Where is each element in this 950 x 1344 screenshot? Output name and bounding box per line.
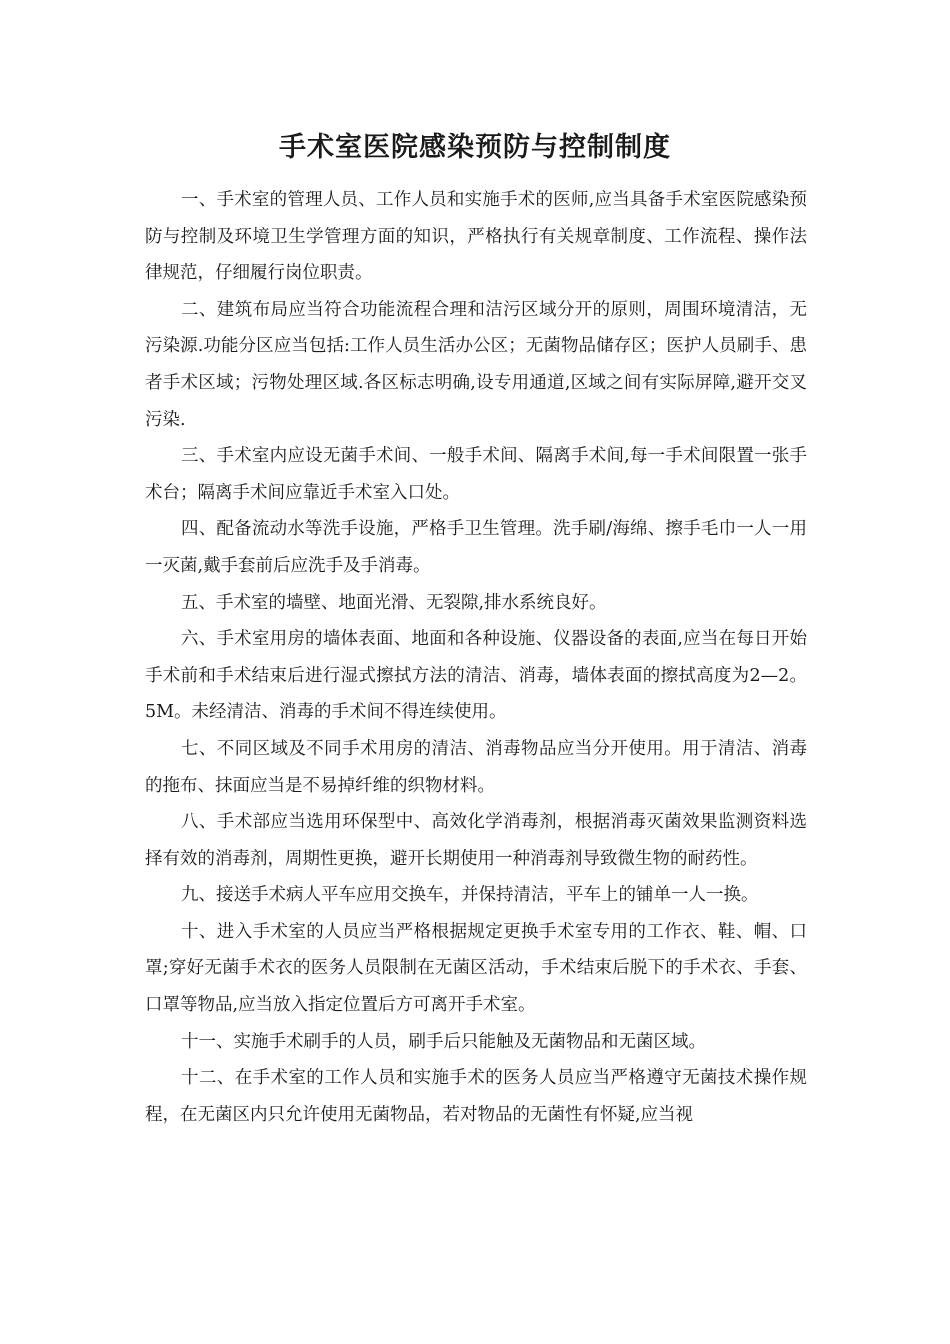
paragraph-9: 九、接送手术病人平车应用交换车，并保持清洁，平车上的铺单一人一换。 (181, 885, 759, 906)
paragraph-7: 七、不同区域及不同手术用房的清洁、消毒物品应当分开使用。用于清洁、消毒的拖布、抹面应当是不易掉纤维的织物材料。 (145, 738, 807, 796)
paragraph-12: 十二、在手术室的工作人员和实施手术的医务人员应当严格遵守无菌技术操作规程，在无菌区内只允许使用无菌物品，若对物品的无菌性有怀疑,应当视 (145, 1068, 807, 1125)
paragraph-6: 六、手术室用房的墙体表面、地面和各种设施、仪器设备的表面,应当在每日开始手术前和手术结束后进行湿式擦拭方法的清洁、消毒，墙体表面的擦拭高度为2—2。5M。未经清洁、消毒的手术间不得连续使用。 (145, 629, 807, 723)
document-title: 手术室医院感染预防与控制制度 (279, 132, 671, 163)
paragraph-3: 三、手术室内应设无菌手术间、一般手术间、隔离手术间,每一手术间限置一张手术台；隔离手术间应靠近手术室入口处。 (145, 446, 807, 503)
paragraph-2: 二、建筑布局应当符合功能流程合理和洁污区域分开的原则，周围环境清洁，无污染源.功能分区应当包括:工作人员生活办公区；无菌物品储存区；医护人员刷手、患者手术区域；污物处理区域.各区标志明确,设专用通道,区域之间有实际屏障,避开交叉污染. (145, 299, 807, 430)
paragraph-1: 一、手术室的管理人员、工作人员和实施手术的医师,应当具备手术室医院感染预防与控制及环境卫生学管理方面的知识，严格执行有关规章制度、工作流程、操作法律规范，仔细履行岗位职责。 (145, 190, 807, 284)
paragraph-11: 十一、实施手术刷手的人员，刷手后只能触及无菌物品和无菌区域。 (181, 1031, 706, 1052)
paragraph-4: 四、配备流动水等洗手设施，严格手卫生管理。洗手刷/海绵、擦手毛巾一人一用一灭菌,戴手套前后应洗手及手消毒。 (145, 519, 807, 576)
paragraph-10: 十、进入手术室的人员应当严格根据规定更换手术室专用的工作衣、鞋、帽、口罩;穿好无菌手术衣的医务人员限制在无菌区活动，手术结束后脱下的手术衣、手套、口罩等物品,应当放入指定位置后方可离开手术室。 (145, 921, 807, 1016)
document-body (145, 182, 807, 1133)
paragraph-8: 八、手术部应当选用环保型中、高效化学消毒剂，根据消毒灭菌效果监测资料选择有效的消毒剂，周期性更换，避开长期使用一种消毒剂导致微生物的耐药性。 (145, 812, 807, 869)
paragraph-5: 五、手术室的墙壁、地面光滑、无裂隙,排水系统良好。 (181, 592, 607, 613)
